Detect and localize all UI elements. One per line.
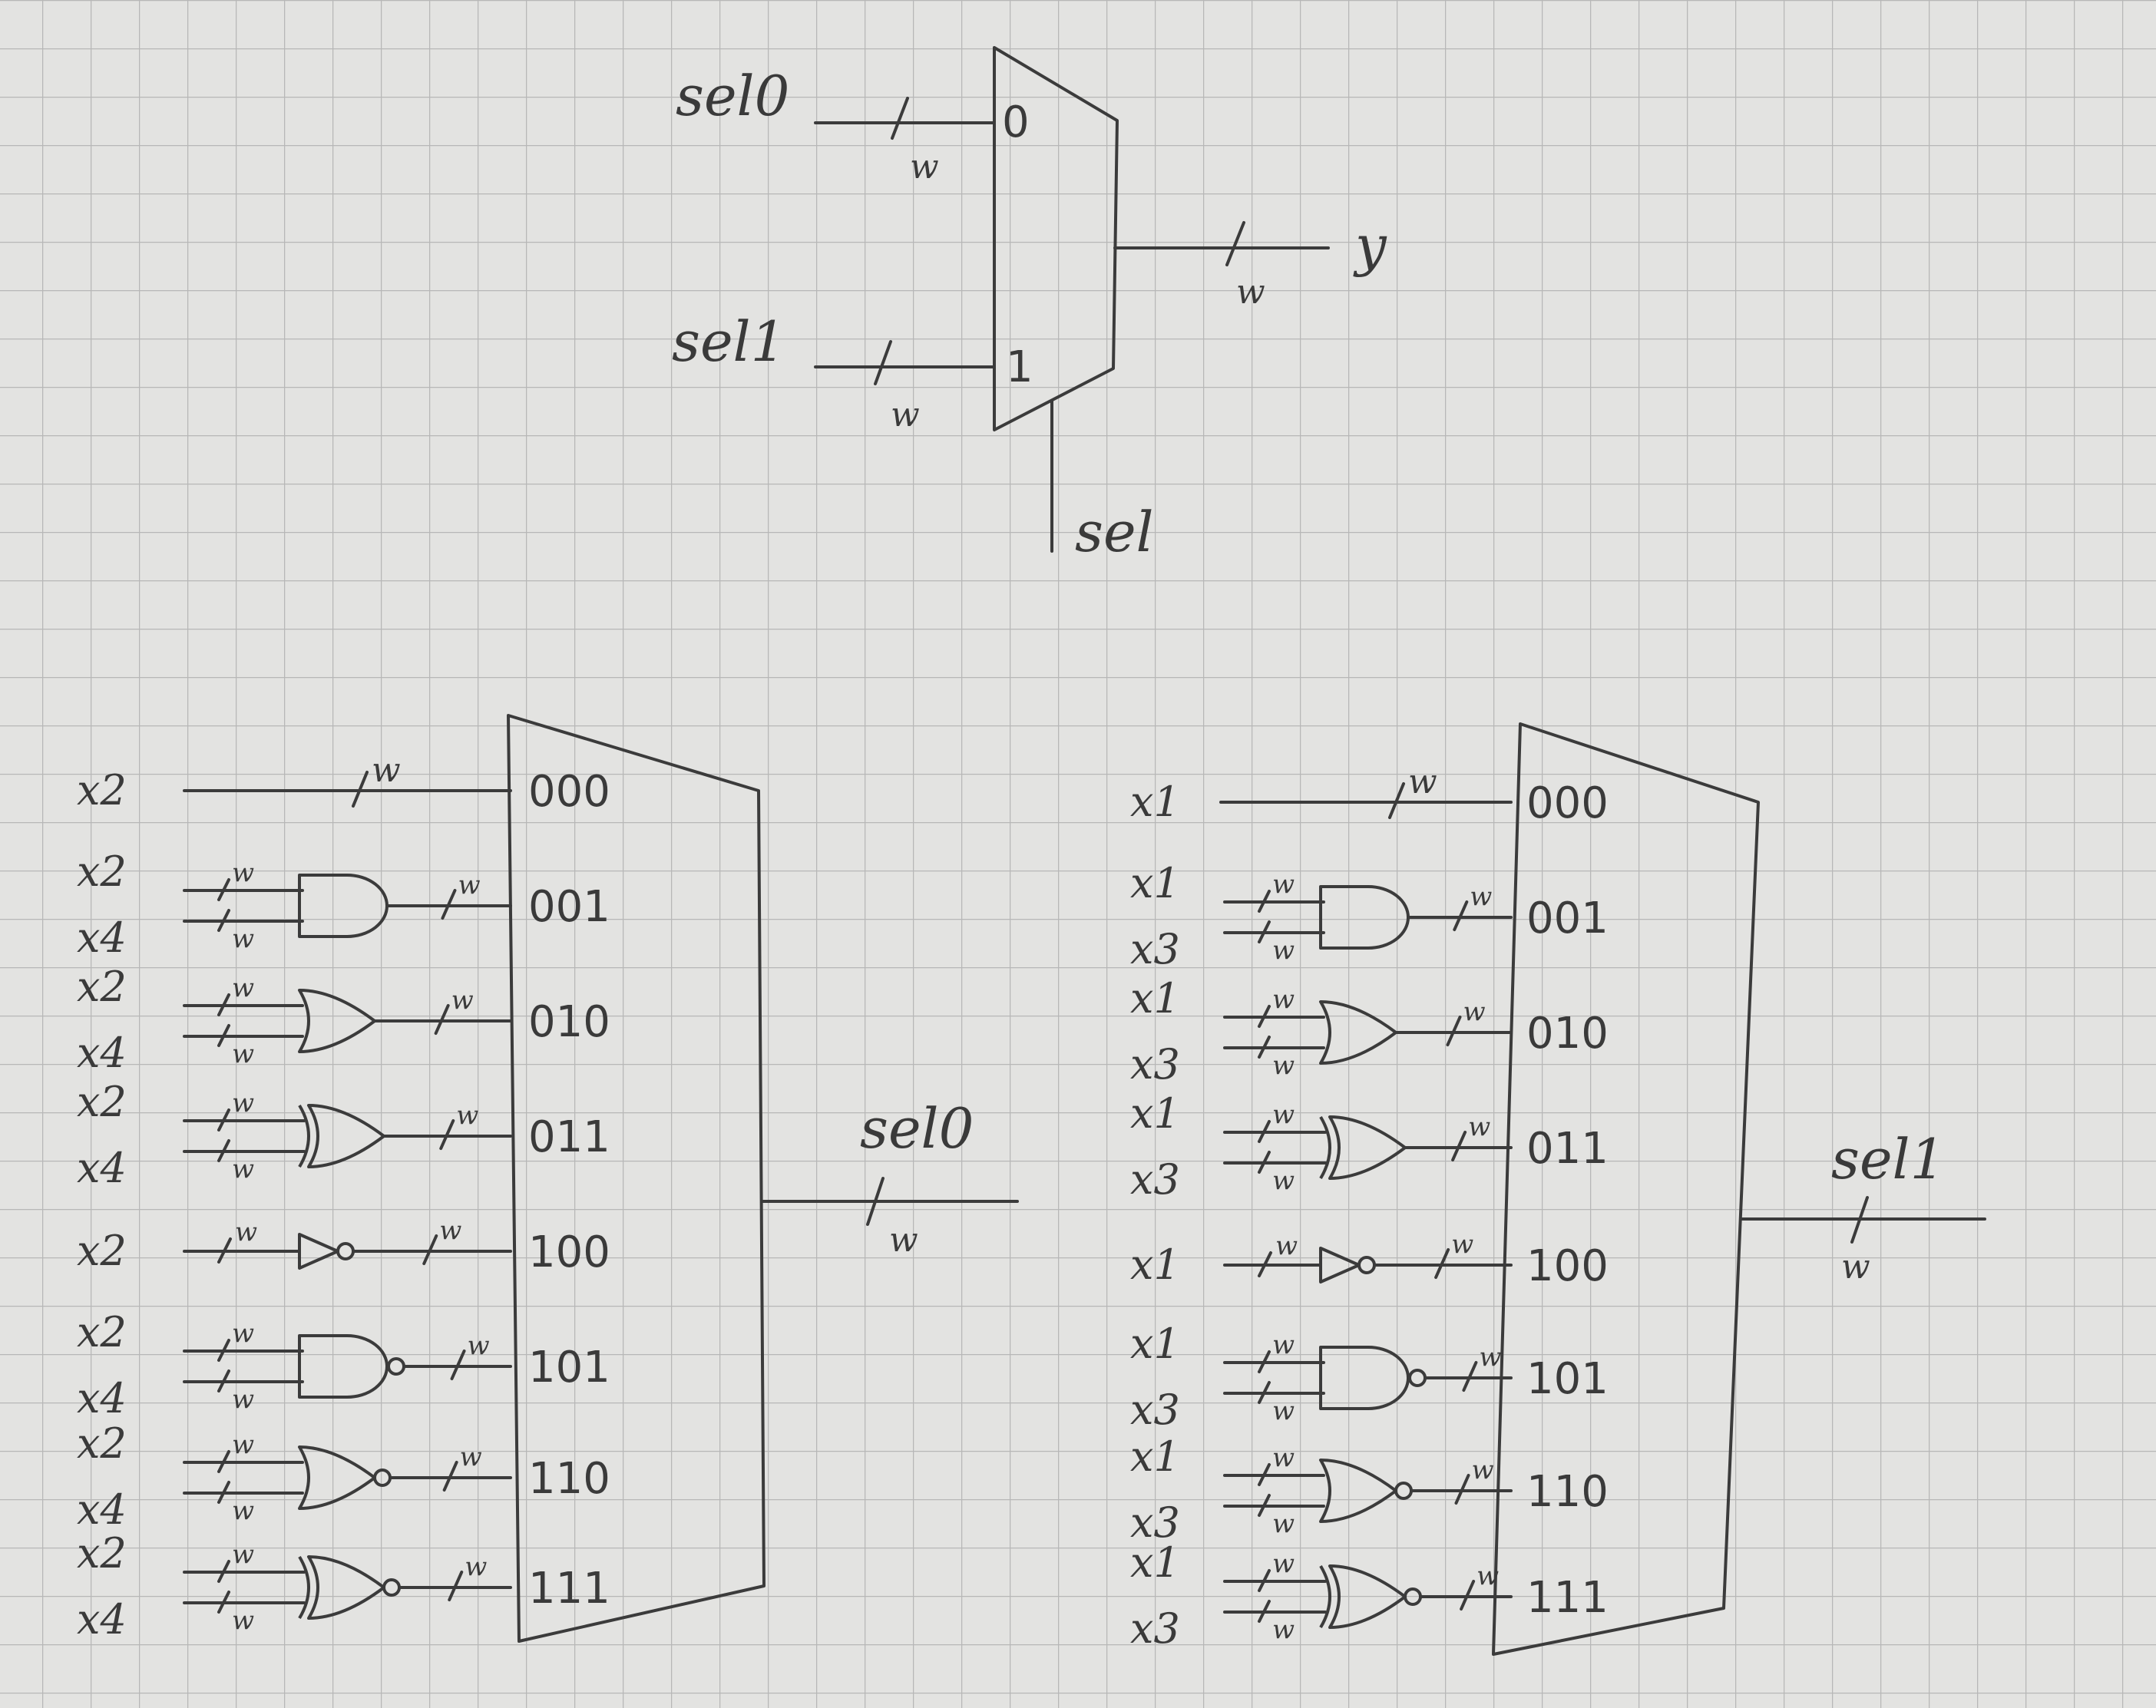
right-row-010-input-a-width: w <box>1272 984 1295 1015</box>
right-mux-code-100: 100 <box>1526 1241 1609 1291</box>
left-mux-output-label: sel0 <box>860 1096 974 1161</box>
right-row-000-input-label: x1 <box>1130 778 1180 826</box>
left-row-110-output-width: w <box>459 1442 482 1472</box>
left-row-011-output-width: w <box>456 1100 479 1131</box>
right-row-111-input-a-label: x1 <box>1130 1538 1180 1587</box>
right-row-011-input-a-label: x1 <box>1130 1089 1180 1138</box>
right-mux-code-110: 110 <box>1526 1467 1609 1517</box>
left-row-010-input-a-label: x2 <box>77 963 127 1011</box>
left-row-000-input-label: x2 <box>77 766 127 814</box>
right-row-100-input-label: x1 <box>1130 1241 1180 1289</box>
right-row-100-output-width: w <box>1451 1229 1474 1260</box>
left-row-010-input-b-label: x4 <box>77 1029 127 1077</box>
right-mux-code-101: 101 <box>1526 1354 1609 1404</box>
left-row-110-input-b-label: x4 <box>77 1485 127 1534</box>
right-row-101-input-b-width: w <box>1272 1396 1295 1426</box>
left-row-111-input-b-width: w <box>232 1605 255 1636</box>
left-row-100-input-width: w <box>235 1217 258 1247</box>
top-mux-port-0: 0 <box>1002 97 1030 147</box>
left-row-101-input-b-width: w <box>232 1384 255 1415</box>
left-row-001-input-a-width: w <box>232 857 255 888</box>
left-mux-code-000: 000 <box>528 767 610 817</box>
right-mux-code-010: 010 <box>1526 1009 1609 1059</box>
left-row-011-input-b-width: w <box>232 1154 255 1184</box>
left-row-001-input-a-label: x2 <box>77 847 127 896</box>
right-mux-code-011: 011 <box>1526 1124 1609 1174</box>
left-row-000-width: w <box>372 751 401 790</box>
right-row-010-input-b-label: x3 <box>1130 1040 1180 1089</box>
top-mux-input-1-width: w <box>891 395 920 434</box>
right-mux-code-111: 111 <box>1526 1573 1609 1623</box>
right-row-101-input-a-width: w <box>1272 1330 1295 1360</box>
right-row-101-output-width: w <box>1479 1342 1502 1373</box>
right-row-111-input-b-width: w <box>1272 1614 1295 1645</box>
right-row-110-input-b-width: w <box>1272 1508 1295 1539</box>
left-row-101-output-width: w <box>467 1330 490 1361</box>
top-mux-output-label: y <box>1355 213 1387 278</box>
right-row-101-input-b-label: x3 <box>1130 1386 1180 1434</box>
top-mux-input-1-label: sel1 <box>672 309 786 374</box>
left-row-001-input-b-width: w <box>232 923 255 954</box>
left-row-110-input-b-width: w <box>232 1495 255 1526</box>
top-mux-select-label: sel <box>1075 500 1154 564</box>
right-row-011-input-a-width: w <box>1272 1099 1295 1130</box>
right-row-001-output-width: w <box>1470 881 1493 912</box>
left-row-111-output-width: w <box>465 1551 488 1582</box>
right-mux-output-width: w <box>1841 1247 1870 1287</box>
left-mux-code-010: 010 <box>528 997 610 1047</box>
left-mux-code-110: 110 <box>528 1454 610 1504</box>
right-row-111-output-width: w <box>1476 1561 1500 1591</box>
right-row-110-input-b-label: x3 <box>1130 1498 1180 1547</box>
right-row-010-input-a-label: x1 <box>1130 974 1180 1022</box>
left-mux-code-001: 001 <box>528 882 610 932</box>
left-row-100-input-label: x2 <box>77 1227 127 1275</box>
left-row-001-input-b-label: x4 <box>77 913 127 962</box>
left-row-101-input-b-label: x4 <box>77 1374 127 1422</box>
left-row-111-input-b-label: x4 <box>77 1595 127 1644</box>
left-mux-code-011: 011 <box>528 1112 610 1162</box>
right-row-001-input-a-width: w <box>1272 869 1295 900</box>
left-mux-code-111: 111 <box>528 1564 610 1614</box>
right-mux-code-000: 000 <box>1526 778 1609 828</box>
left-mux-code-100: 100 <box>528 1227 610 1277</box>
right-row-111-input-a-width: w <box>1272 1548 1295 1579</box>
right-mux-code-001: 001 <box>1526 894 1609 943</box>
left-row-100-output-width: w <box>439 1215 462 1246</box>
left-row-110-input-a-label: x2 <box>77 1419 127 1468</box>
right-row-001-input-b-label: x3 <box>1130 925 1180 973</box>
left-row-001-output-width: w <box>458 870 481 900</box>
left-mux-code-101: 101 <box>528 1343 610 1392</box>
right-row-011-input-b-label: x3 <box>1130 1155 1180 1204</box>
left-row-010-input-b-width: w <box>232 1039 255 1069</box>
right-row-110-input-a-label: x1 <box>1130 1432 1180 1481</box>
right-row-010-input-b-width: w <box>1272 1050 1295 1081</box>
right-row-001-input-b-width: w <box>1272 935 1295 966</box>
left-row-010-output-width: w <box>451 985 474 1016</box>
left-row-101-input-a-label: x2 <box>77 1308 127 1356</box>
top-mux-output-width: w <box>1236 273 1265 312</box>
right-row-000-width: w <box>1408 762 1437 801</box>
left-row-011-input-a-label: x2 <box>77 1078 127 1126</box>
left-row-011-input-a-width: w <box>232 1088 255 1118</box>
left-row-110-input-a-width: w <box>232 1429 255 1460</box>
right-row-111-input-b-label: x3 <box>1130 1604 1180 1653</box>
right-row-101-input-a-label: x1 <box>1130 1320 1180 1368</box>
left-row-011-input-b-label: x4 <box>77 1144 127 1192</box>
right-row-110-output-width: w <box>1471 1455 1494 1485</box>
left-row-111-input-a-label: x2 <box>77 1529 127 1578</box>
right-row-110-input-a-width: w <box>1272 1442 1295 1473</box>
right-mux-output-label: sel1 <box>1831 1127 1946 1191</box>
left-row-101-input-a-width: w <box>232 1318 255 1349</box>
left-row-111-input-a-width: w <box>232 1539 255 1570</box>
right-row-010-output-width: w <box>1463 996 1486 1027</box>
right-row-100-input-width: w <box>1275 1231 1298 1261</box>
top-mux-input-0-label: sel0 <box>676 64 790 128</box>
top-mux-port-1: 1 <box>1006 342 1033 392</box>
right-row-011-input-b-width: w <box>1272 1165 1295 1196</box>
left-mux-output-width: w <box>889 1221 918 1260</box>
top-mux-input-0-width: w <box>910 147 939 187</box>
right-row-001-input-a-label: x1 <box>1130 859 1180 907</box>
right-row-011-output-width: w <box>1468 1112 1491 1142</box>
left-row-010-input-a-width: w <box>232 973 255 1003</box>
